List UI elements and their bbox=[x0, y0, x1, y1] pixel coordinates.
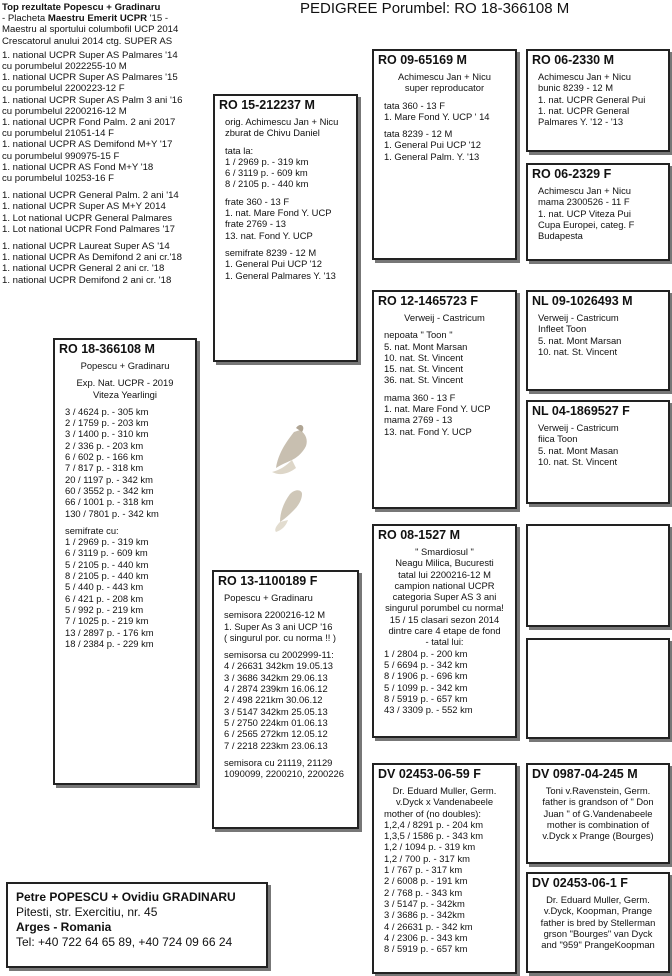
card-details bbox=[532, 71, 664, 127]
ring-number: DV 0987-04-245 M bbox=[532, 767, 638, 781]
detail-line: 1,3,5 / 1586 p. - 343 km bbox=[384, 830, 484, 842]
detail-line: 5 / 2750 224km 01.06.13 bbox=[224, 716, 328, 728]
ring-number: RO 13-1100189 F bbox=[218, 574, 318, 588]
pedigree-card-sire-sire-sire bbox=[526, 49, 670, 152]
detail-line: super reproducator bbox=[404, 82, 485, 94]
intro-results-list bbox=[2, 50, 212, 286]
detail-line: 6 / 3119 p. - 609 km bbox=[225, 167, 308, 179]
detail-line: 2 / 1759 p. - 203 km bbox=[65, 417, 149, 429]
pedigree-card-dam bbox=[212, 570, 359, 829]
detail-line: 1. nat. Mare Fond Y. UCP bbox=[384, 403, 491, 415]
detail-line: tata 8239 - 12 M bbox=[384, 128, 453, 140]
detail-line: v.Dyck, Koopman, Prange bbox=[543, 905, 653, 917]
detail-line: singurul porumbel cu norma! bbox=[385, 602, 504, 614]
pedigree-card-subject bbox=[53, 338, 197, 785]
detail-line: 1 / 2804 p. - 200 km bbox=[384, 647, 468, 659]
page-title: PEDIGREE Porumbel: RO 18-366108 M bbox=[300, 0, 570, 17]
intro-line: 1. national UCPR Super AS M+Y 2014 bbox=[2, 201, 166, 213]
detail-line: campion national UCPR bbox=[394, 579, 495, 591]
intro-line: 1. national UCPR Super AS Palmares '14 bbox=[2, 49, 178, 61]
detail-line: Exp. Nat. UCPR - 2019 bbox=[76, 377, 174, 389]
pedigree-card-sire-sire bbox=[372, 49, 517, 260]
intro-line: cu porumbelul 21051-14 F bbox=[2, 128, 114, 140]
ring-number: DV 02453-06-59 F bbox=[378, 767, 481, 781]
intro-line: 1. national UCPR Super AS Palmares '15 bbox=[2, 72, 178, 84]
detail-line: 5 / 992 p. - 219 km bbox=[65, 603, 144, 615]
detail-line: 7 / 1025 p. - 219 km bbox=[65, 615, 149, 627]
pedigree-card-sire-dam bbox=[372, 290, 517, 509]
detail-line: tata la: bbox=[225, 144, 254, 156]
detail-line: 43 / 3309 p. - 552 km bbox=[384, 704, 473, 716]
detail-line: dintre care 4 etape de fond bbox=[388, 625, 501, 637]
ring-number: NL 09-1026493 M bbox=[532, 294, 633, 308]
card-details bbox=[532, 422, 664, 467]
detail-line: 3 / 1400 p. - 310 km bbox=[65, 428, 149, 440]
intro-line: 1. Lot national UCPR Fond Palmares '17 bbox=[2, 223, 176, 235]
detail-line: 1 / 767 p. - 317 km bbox=[384, 864, 463, 876]
detail-line: Verweij - Castricum bbox=[538, 312, 619, 323]
detail-line: 3 / 3686 p. - 342km bbox=[384, 909, 465, 921]
pedigree-card-dam-dam bbox=[372, 763, 517, 974]
detail-line: orig. Achimescu Jan + Nicu bbox=[225, 116, 339, 127]
detail-line: 1,2 / 1094 p. - 319 km bbox=[384, 841, 476, 853]
intro-line: 1. national UCPR AS Fond M+Y '18 bbox=[2, 161, 154, 173]
detail-line: 4 / 2306 p. - 343 km bbox=[384, 931, 468, 943]
detail-line: Achimescu Jan + Nicu bbox=[538, 71, 632, 82]
detail-line: - tatal lui: bbox=[425, 636, 464, 648]
ring-number: NL 04-1869527 F bbox=[532, 404, 630, 418]
detail-line: 1. General Pui UCP '12 bbox=[225, 258, 322, 270]
breeder-phone: Tel: +40 722 64 65 89, +40 724 09 66 24 bbox=[16, 935, 233, 949]
detail-line: Dr. Eduard Muller, Germ. bbox=[546, 894, 650, 905]
breeder-names: Petre POPESCU + Ovidiu GRADINARU bbox=[16, 890, 236, 904]
detail-line: 2 / 336 p. - 203 km bbox=[65, 439, 144, 451]
detail-line: 1 / 2969 p. - 319 km bbox=[225, 155, 309, 167]
card-details bbox=[532, 185, 664, 241]
detail-line: ( singurul por. cu norma !! ) bbox=[224, 631, 337, 643]
detail-line: 15. nat. St. Vincent bbox=[384, 363, 464, 375]
detail-line: 8 / 5919 p. - 657 km bbox=[384, 692, 468, 704]
detail-line: 10. nat. St. Vincent bbox=[384, 351, 464, 363]
detail-line: Popescu + Gradinaru bbox=[224, 592, 313, 603]
detail-line: 5 / 6694 p. - 342 km bbox=[384, 658, 468, 670]
detail-line: tata 360 - 13 F bbox=[384, 99, 445, 111]
detail-line: Popescu + Gradinaru bbox=[80, 360, 170, 371]
detail-line: father is grandson of " Don bbox=[542, 796, 654, 808]
detail-line: 1. nat. UCPR General bbox=[538, 104, 630, 116]
detail-line: Achimescu Jan + Nicu bbox=[397, 71, 491, 82]
detail-line: 1 / 2969 p. - 319 km bbox=[65, 536, 149, 548]
detail-line: Toni v.Ravenstein, Germ. bbox=[545, 785, 651, 796]
detail-line: mother is combination of bbox=[546, 818, 650, 830]
pedigree-card-dam-sire bbox=[372, 524, 517, 738]
detail-line: 3 / 4624 p. - 305 km bbox=[65, 405, 149, 417]
detail-line: 13 / 2897 p. - 176 km bbox=[65, 626, 154, 638]
detail-line: " Smardiosul " bbox=[415, 546, 474, 557]
detail-line: 1. nat. UCPR General Pui bbox=[538, 93, 646, 105]
detail-line: 3 / 3686 342km 29.06.13 bbox=[224, 671, 328, 683]
detail-line: Dr. Eduard Muller, Germ. bbox=[392, 785, 497, 796]
pedigree-card-empty-2 bbox=[526, 638, 670, 739]
ring-number: RO 08-1527 M bbox=[378, 528, 460, 542]
detail-line: 2 / 768 p. - 343 km bbox=[384, 886, 463, 898]
detail-line: zburat de Chivu Daniel bbox=[225, 127, 320, 139]
intro-line: cu porumbelul 2022255-10 M bbox=[2, 61, 127, 73]
detail-line: frate 360 - 13 F bbox=[225, 195, 290, 207]
detail-line: 66 / 1001 p. - 318 km bbox=[65, 496, 154, 508]
ring-number: RO 06-2330 M bbox=[532, 53, 614, 67]
detail-line: 18 / 2384 p. - 229 km bbox=[65, 637, 154, 649]
intro-placheta: - Placheta Maestru Emerit UCPR '15 - bbox=[2, 13, 169, 25]
detail-line: 2 / 6008 p. - 191 km bbox=[384, 875, 468, 887]
detail-line: grson "Bourges" van Dyck bbox=[543, 927, 653, 939]
detail-line: mama 2769 - 13 bbox=[384, 414, 453, 426]
detail-line: semisora cu 21119, 21129 bbox=[224, 756, 333, 768]
detail-line: 4 / 2874 239km 16.06.12 bbox=[224, 683, 328, 695]
results-intro bbox=[2, 2, 212, 286]
card-details bbox=[218, 592, 353, 779]
ring-number: RO 18-366108 M bbox=[59, 342, 155, 356]
detail-line: 5. nat. Mont Marsan bbox=[384, 340, 468, 352]
breeder-address: Pitesti, str. Exercitiu, nr. 45 bbox=[16, 905, 158, 919]
detail-line: fiica Toon bbox=[538, 433, 578, 445]
detail-line: 1,2,4 / 8291 p. - 204 km bbox=[384, 818, 484, 830]
detail-line: 13. nat. Fond Y. UCP bbox=[225, 229, 313, 241]
detail-line: father is bred by Stellerman bbox=[540, 916, 656, 928]
detail-line: 1. nat. UCP Viteza Pui bbox=[538, 207, 631, 219]
detail-line: semisorsa cu 2002999-11: bbox=[224, 649, 334, 661]
detail-line: 6 / 3119 p. - 609 km bbox=[65, 547, 148, 559]
ring-number: RO 12-1465723 F bbox=[378, 294, 479, 308]
detail-line: 8 / 1906 p. - 696 km bbox=[384, 670, 468, 682]
detail-line: tatal lui 2200216-12 M bbox=[398, 568, 491, 580]
detail-line: Cupa Europei, categ. F bbox=[538, 218, 635, 230]
detail-line: v.Dyck x Vandenabeele bbox=[395, 796, 494, 808]
detail-line: semisora 2200216-12 M bbox=[224, 609, 326, 621]
intro-line: Maestru al sportului columbofil UCP 2014 bbox=[2, 24, 179, 36]
pedigree-card-sire bbox=[213, 94, 358, 362]
detail-line: Verweij - Castricum bbox=[404, 312, 485, 323]
detail-line: 1. nat. Mare Fond Y. UCP bbox=[225, 207, 332, 219]
intro-line: 1. national UCPR General Palm. 2 ani '14 bbox=[2, 190, 179, 202]
detail-line: mama 360 - 13 F bbox=[384, 391, 456, 403]
detail-line: semifrate 8239 - 12 M bbox=[225, 246, 317, 258]
pedigree-card-dam-dam-dam bbox=[526, 872, 670, 973]
detail-line: 7 / 2218 223km 23.06.13 bbox=[224, 739, 328, 751]
detail-line: 1. Super As 3 ani UCP '16 bbox=[224, 620, 333, 632]
detail-line: Juan " of G.Vandenabeele bbox=[543, 807, 653, 819]
intro-line: 1. national UCPR As Demifond 2 ani cr.'18 bbox=[2, 252, 182, 264]
ring-number: DV 02453-06-1 F bbox=[532, 876, 628, 890]
detail-line: 6 / 2565 272km 12.05.12 bbox=[224, 728, 328, 740]
detail-line: bunic 8239 - 12 M bbox=[538, 82, 614, 94]
card-details bbox=[378, 71, 511, 162]
detail-line: mama 2300526 - 11 F bbox=[538, 196, 630, 208]
intro-line: 1. national UCPR Laureat Super AS '14 bbox=[2, 241, 170, 253]
ring-number: RO 06-2329 F bbox=[532, 167, 612, 181]
card-details bbox=[378, 785, 511, 954]
intro-heading: Top rezultate Popescu + Gradinaru bbox=[2, 2, 161, 13]
detail-line: frate 2769 - 13 bbox=[225, 218, 286, 230]
intro-line: cu porumbelul 990975-15 F bbox=[2, 150, 120, 162]
detail-line: 8 / 5919 p. - 657 km bbox=[384, 943, 468, 955]
pedigree-card-sire-dam-dam bbox=[526, 400, 670, 504]
card-details bbox=[532, 312, 664, 357]
detail-line: 5 / 1099 p. - 342 km bbox=[384, 681, 468, 693]
card-details bbox=[59, 360, 191, 649]
detail-line: Achimescu Jan + Nicu bbox=[538, 185, 632, 196]
detail-line: 1. Mare Fond Y. UCP ' 14 bbox=[384, 110, 490, 122]
detail-line: 10. nat. St. Vincent bbox=[538, 455, 618, 467]
detail-line: 7 / 817 p. - 318 km bbox=[65, 462, 144, 474]
detail-line: 6 / 421 p. - 208 km bbox=[65, 592, 144, 604]
pedigree-card-dam-dam-sire bbox=[526, 763, 670, 864]
intro-line: cu porumbelul 10253-16 F bbox=[2, 173, 114, 185]
detail-line: 6 / 602 p. - 166 km bbox=[65, 451, 144, 463]
detail-line: 3 / 5147 p. - 342km bbox=[384, 897, 465, 909]
intro-line: 1. national UCPR Demifond 2 ani cr. '18 bbox=[2, 274, 172, 286]
detail-line: 1. General Palmares Y. '13 bbox=[225, 269, 336, 281]
detail-line: 5. nat. Mont Masan bbox=[538, 444, 619, 456]
detail-line: 130 / 7801 p. - 342 km bbox=[65, 507, 159, 519]
intro-lines bbox=[2, 24, 212, 46]
detail-line: 8 / 2105 p. - 440 km bbox=[225, 178, 309, 190]
intro-line: 1. Lot national UCPR General Palmares bbox=[2, 212, 173, 224]
intro-line: cu porumbelul 2200223-12 F bbox=[2, 83, 125, 95]
intro-line: cu porumbelul 2200216-12 M bbox=[2, 105, 127, 117]
intro-line: 1. national UCPR Fond Palm. 2 ani 2017 bbox=[2, 117, 176, 129]
detail-line: 5 / 440 p. - 443 km bbox=[65, 581, 144, 593]
detail-line: semifrate cu: bbox=[65, 524, 119, 536]
intro-line: 1. national UCPR General 2 ani cr. '18 bbox=[2, 263, 165, 275]
detail-line: 8 / 2105 p. - 440 km bbox=[65, 570, 149, 582]
detail-line: Budapesta bbox=[538, 230, 583, 242]
breeder-contact-card bbox=[6, 882, 268, 968]
ring-number: RO 09-65169 M bbox=[378, 53, 467, 67]
detail-line: Viteza Yearlingi bbox=[93, 388, 157, 400]
card-details bbox=[219, 116, 352, 281]
detail-line: 4 / 26631 342km 19.05.13 bbox=[224, 660, 333, 672]
detail-line: mother of (no doubles): bbox=[384, 807, 481, 819]
detail-line: 4 / 26631 p. - 342 km bbox=[384, 920, 473, 932]
detail-line: categoria Super AS 3 ani bbox=[392, 591, 497, 603]
intro-line: 1. national UCPR AS Demifond M+Y '17 bbox=[2, 139, 173, 151]
detail-line: v.Dyck x Prange (Bourges) bbox=[542, 830, 654, 842]
pedigree-card-sire-dam-sire bbox=[526, 290, 670, 391]
detail-line: Verweij - Castricum bbox=[538, 422, 619, 433]
detail-line: 15 / 15 clasari sezon 2014 bbox=[389, 613, 500, 625]
detail-line: Infleet Toon bbox=[538, 323, 587, 335]
card-details bbox=[378, 312, 511, 437]
card-details bbox=[532, 785, 664, 841]
doves-illustration bbox=[266, 424, 316, 539]
detail-line: 5 / 2105 p. - 440 km bbox=[65, 558, 149, 570]
detail-line: 60 / 3552 p. - 342 km bbox=[65, 484, 154, 496]
card-details bbox=[532, 894, 664, 950]
intro-line: 1. national UCPR Super AS Palm 3 ani '16 bbox=[2, 94, 183, 106]
pedigree-card-sire-sire-dam bbox=[526, 163, 670, 261]
detail-line: 36. nat. St. Vincent bbox=[384, 374, 464, 386]
detail-line: Palmares Y. '12 - '13 bbox=[538, 116, 624, 128]
breeder-region: Arges - Romania bbox=[16, 920, 112, 934]
detail-line: and "959" PrangeKoopman bbox=[541, 939, 655, 951]
detail-line: nepoata " Toon " bbox=[384, 329, 453, 341]
pedigree-card-empty-1 bbox=[526, 524, 670, 627]
ring-number: RO 15-212237 M bbox=[219, 98, 315, 112]
detail-line: 10. nat. St. Vincent bbox=[538, 345, 618, 357]
detail-line: 1,2 / 700 p. - 317 km bbox=[384, 852, 470, 864]
card-details bbox=[378, 546, 511, 715]
detail-line: 5. nat. Mont Marsan bbox=[538, 334, 622, 346]
detail-line: 20 / 1197 p. - 342 km bbox=[65, 473, 153, 485]
detail-line: 2 / 498 221km 30.06.12 bbox=[224, 694, 323, 706]
detail-line: Neagu Milica, Bucuresti bbox=[395, 557, 494, 569]
detail-line: 1. General Palm. Y. '13 bbox=[384, 150, 480, 162]
detail-line: 1090099, 2200210, 2200226 bbox=[224, 768, 344, 780]
detail-line: 13. nat. Fond Y. UCP bbox=[384, 425, 472, 437]
detail-line: 1. General Pui UCP '12 bbox=[384, 139, 481, 151]
detail-line: 3 / 5147 342km 25.05.13 bbox=[224, 705, 328, 717]
intro-line: Crescatorul anului 2014 ctg. SUPER AS bbox=[2, 35, 173, 47]
